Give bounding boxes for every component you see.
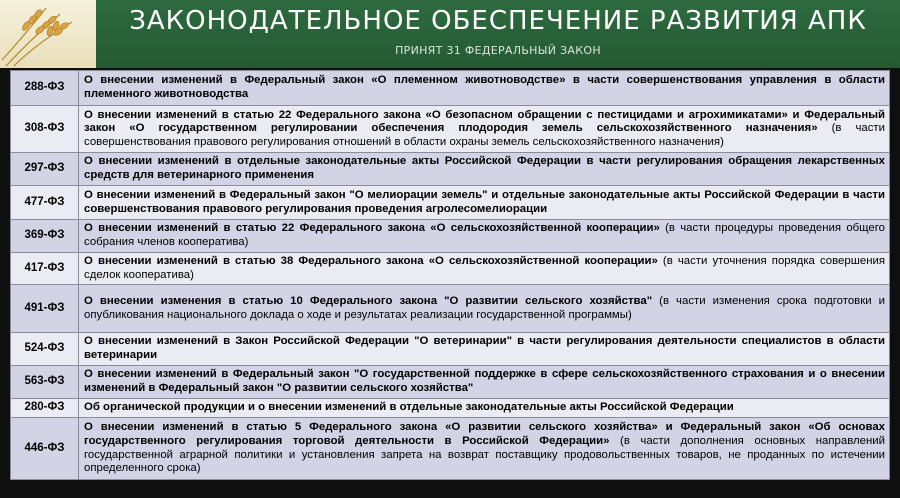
laws-table-container <box>10 70 890 490</box>
law-description <box>79 253 890 285</box>
law-title: О внесении изменений в статью 5 Федерального закона «О развитии сельского хозяйства» и Федеральный закон «Об основах государственного регулирования торговой деятельности в Российской Федерации» <box>84 421 885 447</box>
law-description <box>79 399 890 418</box>
law-code: 297-ФЗ <box>11 153 79 186</box>
page-title: ЗАКОНОДАТЕЛЬНОЕ ОБЕСПЕЧЕНИЕ РАЗВИТИЯ АПК <box>129 6 867 36</box>
wheat-icon <box>0 0 96 68</box>
law-code: 308-ФЗ <box>11 106 79 153</box>
law-code: 280-ФЗ <box>11 399 79 418</box>
law-code: 491-ФЗ <box>11 285 79 333</box>
table-row <box>11 285 890 333</box>
law-code: 563-ФЗ <box>11 366 79 399</box>
law-code: 477-ФЗ <box>11 186 79 220</box>
law-title: О внесении изменений в статью 22 Федерального закона «О сельскохозяйственной кооперации» <box>84 222 660 235</box>
law-code: 524-ФЗ <box>11 333 79 366</box>
laws-table <box>10 70 890 480</box>
table-row <box>11 106 890 153</box>
table-row <box>11 71 890 106</box>
law-note: (в части совершенствования правового регулирования отношений в области охраны земель сельскохозяйственного назначения) <box>84 122 885 148</box>
law-note: (в части изменения срока подготовки и опубликования национального доклада о ходе и результатах реализации государственной программы) <box>84 294 885 321</box>
law-description <box>79 285 890 333</box>
law-description <box>79 106 890 153</box>
law-description <box>79 333 890 366</box>
header-banner <box>0 0 900 68</box>
law-title: О внесении изменений в Закон Российской Федерации "О ветеринарии" в части регулирования деятельности специалистов в области ветеринарии <box>84 335 885 361</box>
law-description <box>79 366 890 399</box>
law-title: О внесении изменения в статью 10 Федерального закона "О развитии сельского хозяйства" <box>84 294 653 307</box>
law-title: О внесении изменений в статью 38 Федерального закона «О сельскохозяйственной кооперации» <box>84 254 658 267</box>
table-row <box>11 418 890 480</box>
law-note: (в части дополнения основных направлений государственной аграрной политики и установления запрета на возврат поставщику продовольственных товаров, не проданных по истечении определенного срока) <box>84 434 885 475</box>
table-row <box>11 153 890 186</box>
table-row <box>11 186 890 220</box>
law-description <box>79 71 890 106</box>
law-description <box>79 220 890 253</box>
law-code: 288-ФЗ <box>11 71 79 106</box>
table-row <box>11 333 890 366</box>
table-row <box>11 366 890 399</box>
table-row <box>11 399 890 418</box>
law-title: Об органической продукции и о внесении изменений в отдельные законодательные акты Российской Федерации <box>84 401 734 414</box>
page-subtitle: ПРИНЯТ 31 ФЕДЕРАЛЬНЫЙ ЗАКОН <box>395 44 601 57</box>
law-code: 446-ФЗ <box>11 418 79 480</box>
law-description <box>79 186 890 220</box>
law-title: О внесении изменений в статью 22 Федерального закона «О безопасном обращении с пестицидами и агрохимикатами» и Федеральный закон «О государственном регулировании обеспечения плодородия земель сельскохозяйственного назначения» <box>84 108 885 135</box>
law-description <box>79 153 890 186</box>
law-code: 369-ФЗ <box>11 220 79 253</box>
law-description <box>79 418 890 480</box>
law-title: О внесении изменений в Федеральный закон «О племенном животноводстве» в части совершенствования управления в области племенного животноводства <box>84 74 885 100</box>
law-code: 417-ФЗ <box>11 253 79 285</box>
table-row <box>11 220 890 253</box>
table-row <box>11 253 890 285</box>
law-title: О внесении изменений в Федеральный закон "О мелиорации земель" и отдельные законодательные акты Российской Федерации в части совершенствования правового регулирования проведения агролесомелиорации <box>84 188 885 215</box>
law-note: (в части процедуры проведения общего собрания членов кооператива) <box>84 222 885 248</box>
law-title: О внесении изменений в отдельные законодательные акты Российской Федерации в части регулирования обращения лекарственных средств для ветеринарного применения <box>84 155 885 181</box>
law-note: (в части уточнения порядка совершения сделок кооператива) <box>84 254 886 281</box>
law-title: О внесении изменений в Федеральный закон "О государственной поддержке в сфере сельскохозяйственного страхования и о внесении изменений в Федеральный закон "О развитии сельского хозяйства" <box>84 368 885 394</box>
